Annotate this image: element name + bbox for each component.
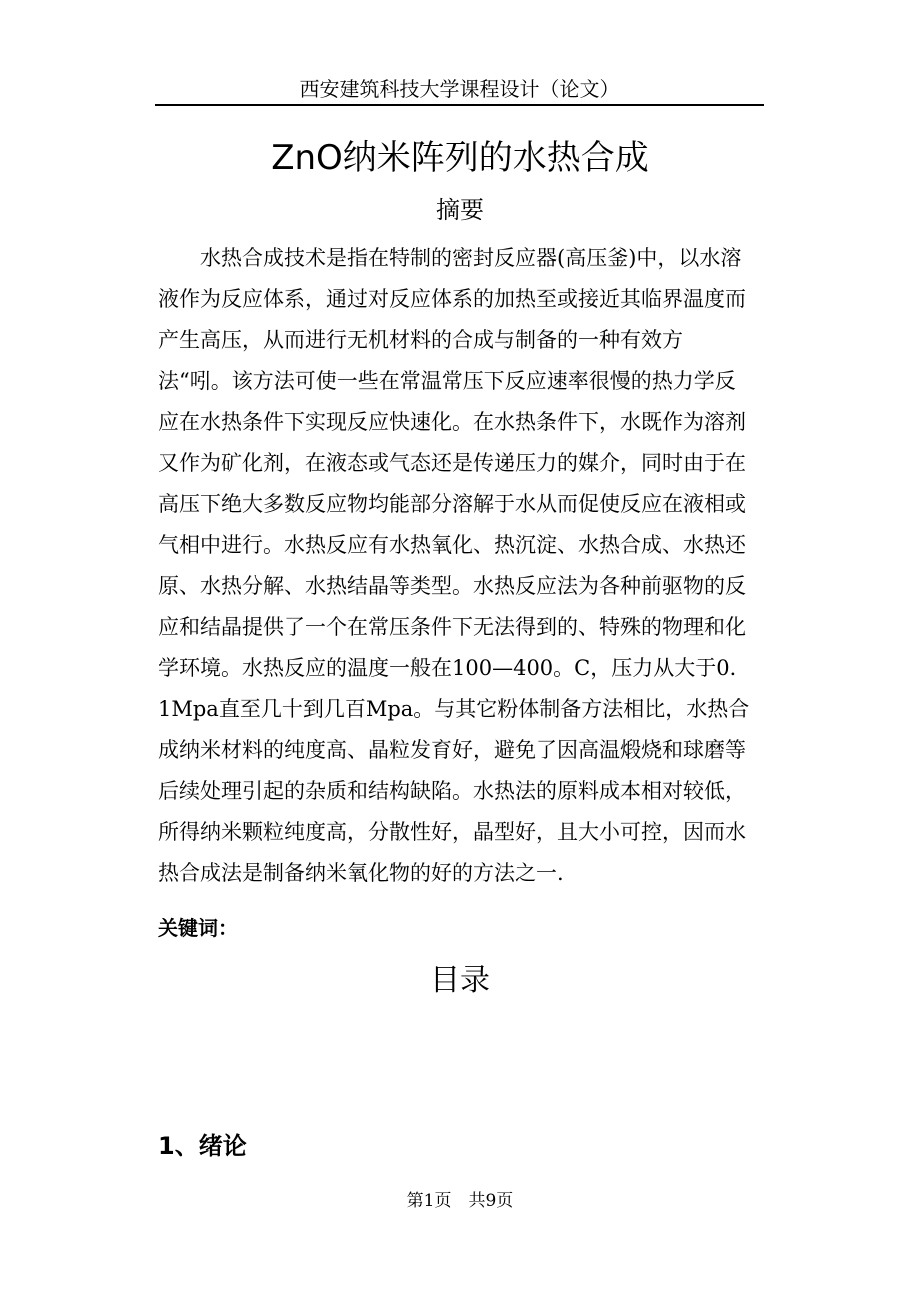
page-header: 西安建筑科技大学课程设计（论文） <box>299 77 620 101</box>
keywords-label: 关键词： <box>158 916 238 940</box>
section-heading-introduction: 1、绪论 <box>158 1132 247 1160</box>
abstract-paragraph: 水热合成技术是指在特制的密封反应器(高压釜)中，以水溶液作为反应体系，通过对反应体系的加热至或接近其临界温度而产生高压，从而进行无机材料的合成与制备的一种有效方法“吲。该方法可使一些在常温常压下反应速率很慢的热力学反应在水热条件下实现反应快速化。在水热条件下，水既作为溶剂又作为矿化剂，在液态或气态还是传递压力的媒介，同时由于在高压下绝大多数反应物均能部分溶解于水从而促使反应在液相或气相中进行。水热反应有水热氧化、热沉淀、水热合成、水热还原、水热分解、水热结晶等类型。水热反应法为各种前驱物的反应和结晶提供了一个在常压条件下无法得到的、特殊的物理和化学环境。水热反应的温度一般在100—400。C，压力从大于0．1Mpa直至几十到几百Mpa。与其它粉体制备方法相比，水热合成纳米材料的纯度高、晶粒发育好，避免了因高温煅烧和球磨等后续处理引起的杂质和结构缺陷。水热法的原料成本相对较低，所得纳米颗粒纯度高，分散性好，晶型好，且大小可控，因而水热合成法是制备纳米氧化物的好的方法之一. <box>158 246 751 885</box>
toc-heading: 目录 <box>430 963 490 998</box>
page-footer: 第1页 共9页 <box>406 1191 514 1211</box>
document-title: ZnO纳米阵列的水热合成 <box>271 138 649 178</box>
abstract-heading: 摘要 <box>436 196 484 224</box>
header-divider <box>155 104 764 106</box>
